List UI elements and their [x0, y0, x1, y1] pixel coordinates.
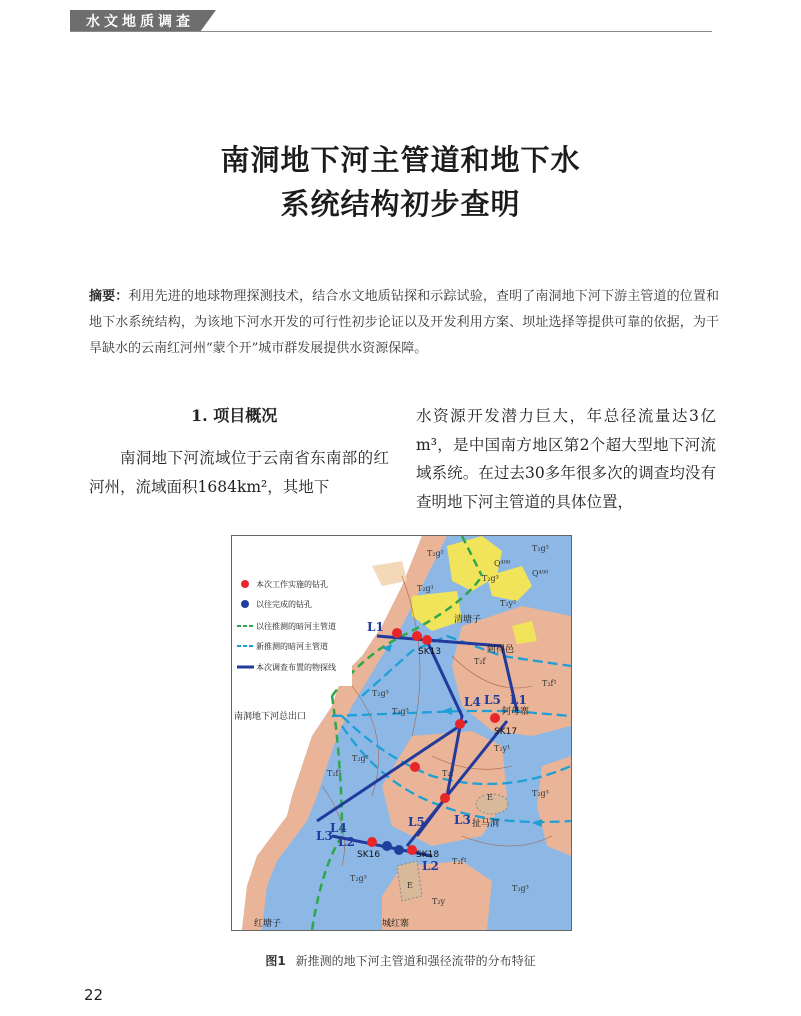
place-qingtangzi: 清塘子 [454, 615, 482, 625]
figure-map [231, 535, 572, 931]
borehole-red-3 [455, 719, 465, 729]
strata-label: T₂f¹ [452, 857, 467, 866]
strata-label: T₂g³ [482, 574, 499, 583]
strata-label: E [487, 793, 493, 802]
page-number: 22 [84, 986, 104, 1004]
figure-caption-number: 图1 [265, 954, 286, 968]
label-l3-west: L3 [316, 829, 333, 843]
label-sk17: SK17 [494, 727, 518, 737]
label-l5-east: L5 [484, 693, 501, 707]
borehole-red-2 [412, 631, 422, 641]
strata-label: T₂g³ [532, 789, 549, 798]
place-outlet: 南洞地下河总出口 [234, 712, 307, 722]
strata-label: T₂g³ [372, 689, 389, 698]
borehole-red-1 [392, 628, 402, 638]
strata-label: T₂y [432, 897, 446, 906]
legend-label-new-conduit: 新推测的暗河主管道 [256, 642, 328, 651]
borehole-blue-1 [382, 841, 392, 851]
strata-label: T₂g¹ [417, 584, 434, 593]
strata-label: T₂g³ [512, 884, 529, 893]
strata-label: Q⁴⁰⁰ [532, 569, 549, 578]
strata-label: T₂f¹ [327, 769, 342, 778]
label-sk16: SK16 [357, 850, 381, 860]
page-title-line-2: 系统结构初步查明 [280, 187, 521, 221]
figure-caption [0, 952, 801, 969]
strata-label: T₂f [474, 657, 486, 666]
strata-label: T₂f [442, 769, 454, 778]
body-text-left: 南洞地下河流域位于云南省东南部的红河州，流域面积1684km²，其地下 [89, 449, 389, 496]
label-sk13: SK13 [418, 647, 442, 657]
strata-label: T₂y¹ [494, 744, 511, 753]
legend [234, 576, 352, 686]
strata-label: E [407, 881, 413, 890]
header-band-cut [200, 10, 216, 32]
page-title-line-1: 南洞地下河主管道和地下水 [220, 143, 581, 177]
strata-label: T₂g² [427, 549, 444, 558]
label-l2-west: L2 [338, 835, 355, 849]
place-achengzhai: 阿母寨 [502, 707, 530, 717]
borehole-red-sk16 [367, 837, 377, 847]
strata-label: T₂g³ [350, 874, 367, 883]
header-rule [70, 31, 712, 32]
borehole-red-sk17 [490, 713, 500, 723]
abstract [89, 284, 719, 362]
place-ayiyi: 阿得邑 [487, 645, 515, 655]
strata-label: T₂f¹ [542, 679, 557, 688]
legend-label-survey-line: 本次调查布置的物探线 [256, 663, 336, 672]
legend-label-old-borehole: 以往完成的钻孔 [256, 600, 312, 609]
place-zhimaxiang: 扯马洞 [472, 819, 500, 829]
body-text-right: 水资源开发潜力巨大，年总径流量达3亿m³，是中国南方地区第2个超大型地下河流域系统。在过去30多年很多次的调查均没有查明地下河主管道的具体位置， [416, 407, 716, 511]
borehole-red-sk13 [422, 635, 432, 645]
place-chenghongzhai: 城红寨 [382, 919, 410, 929]
label-l1-east: L1 [510, 693, 527, 707]
legend-symbol-old-borehole [241, 600, 249, 608]
label-l4-east: L4 [464, 695, 481, 709]
label-l2-south: L2 [422, 859, 439, 873]
label-l1-north: L1 [367, 620, 384, 634]
label-l4-west: L4 [330, 821, 347, 835]
abstract-text: 利用先进的地球物理探测技术，结合水文地质钻探和示踪试验，查明了南洞地下河下游主管道的位置和地下水系统结构，为该地下河水开发的可行性初步论证以及开发利用方案、坝址选择等提供可靠的依据，为干旱缺水的云南红河州“蒙个开”城市群发展提供水资源保障。 [89, 289, 719, 356]
legend-label-old-conduit: 以往推测的暗河主管道 [256, 622, 336, 631]
strata-label: T₂g³ [392, 707, 409, 716]
section-heading: 1. 项目概况 [191, 406, 278, 425]
strata-label: Q⁴⁰⁰ [494, 559, 511, 568]
label-l3-east: L3 [454, 813, 471, 827]
legend-label-new-borehole: 本次工作实施的钻孔 [256, 580, 328, 589]
figure-caption-text: 新推测的地下河主管道和强径流带的分布特征 [295, 954, 536, 968]
strata-label: T₂g² [352, 754, 369, 763]
label-sk18: SK18 [416, 850, 440, 860]
borehole-red-4 [410, 762, 420, 772]
map-svg [232, 536, 571, 930]
label-l5-south: L5 [408, 815, 425, 829]
borehole-blue-2 [394, 845, 404, 855]
strata-label: T₂g³ [532, 544, 549, 553]
strata-label: T₂y² [500, 599, 517, 608]
place-hongtangzi: 红塘子 [254, 919, 282, 929]
legend-symbol-new-borehole [241, 580, 249, 588]
header-section-label: 水文地质调查 [86, 14, 194, 30]
abstract-label: 摘要： [89, 289, 129, 304]
borehole-red-5 [440, 793, 450, 803]
